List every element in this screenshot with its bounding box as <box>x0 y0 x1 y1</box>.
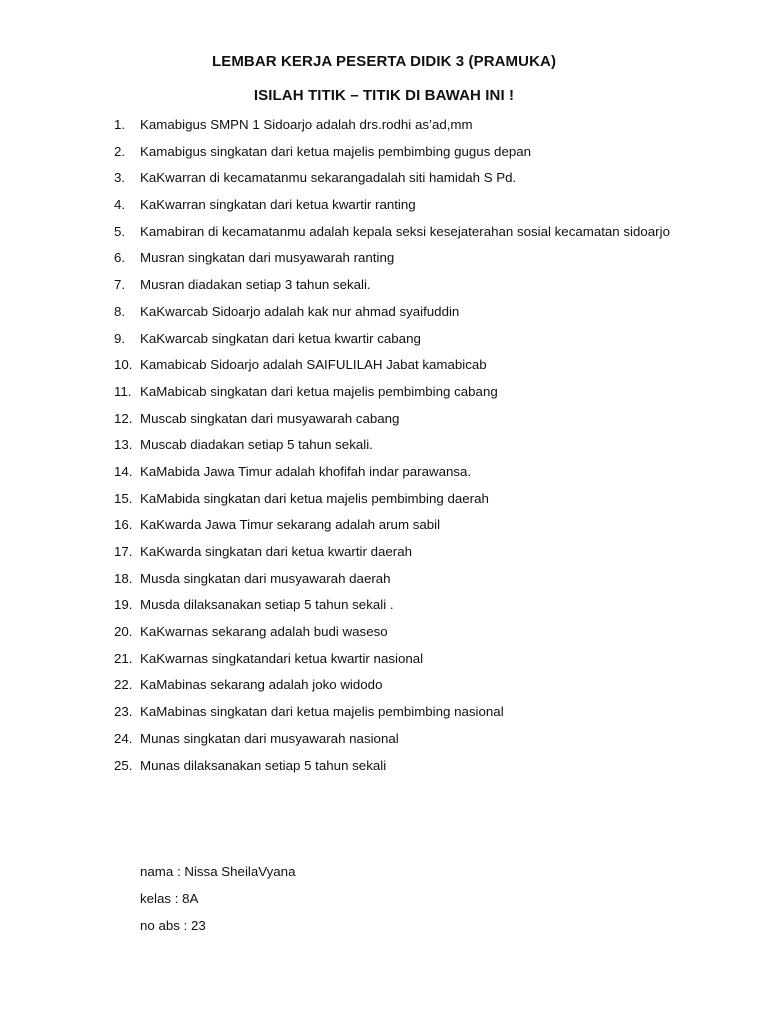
list-item <box>114 329 670 356</box>
list-item-number: 5. <box>114 223 126 239</box>
list-item-number: 24. <box>114 730 133 746</box>
list-item <box>114 595 670 622</box>
list-item-text: Muscab diadakan setiap 5 tahun sekali. <box>140 437 373 453</box>
list-item <box>114 115 670 142</box>
list-item-text: Musda dilaksanakan setiap 5 tahun sekali . <box>140 597 394 613</box>
list-item-number: 15. <box>114 490 133 506</box>
list-item-text: KaKwarda singkatan dari ketua kwartir daerah <box>140 544 412 559</box>
list-item <box>114 489 670 516</box>
list-item-number: 1. <box>114 117 126 132</box>
list-item-text: KaMabinas singkatan dari ketua majelis pembimbing nasional <box>140 704 504 720</box>
list-item-text: Kamabigus singkatan dari ketua majelis pembimbing gugus depan <box>140 143 532 159</box>
list-item <box>114 168 670 195</box>
list-item-text: KaKwarran singkatan dari ketua kwartir ranting <box>140 197 416 213</box>
list-item-number: 16. <box>114 517 133 533</box>
list-item-number: 13. <box>114 437 133 453</box>
list-item-number: 25. <box>114 757 133 773</box>
list-item <box>114 435 670 462</box>
list-item-number: 19. <box>114 597 133 613</box>
list-item-number: 11. <box>114 383 132 399</box>
list-item <box>114 382 670 409</box>
list-item-text: KaKwarcab Sidoarjo adalah kak nur ahmad syaifuddin <box>140 303 460 319</box>
list-item <box>114 702 670 729</box>
list-item <box>114 248 670 275</box>
list-item <box>114 142 670 169</box>
list-item-text: KaKwarran di kecamatanmu sekarangadalah siti hamidah S Pd. <box>140 170 517 186</box>
list-item <box>114 302 670 329</box>
list-item <box>114 675 670 702</box>
list-item-text: Kamabigus SMPN 1 Sidoarjo adalah drs.rodhi as’ad,mm <box>140 117 473 132</box>
list-item-number: 23. <box>114 704 133 720</box>
student-class: kelas : 8A <box>140 891 199 906</box>
list-item-text: Musran diadakan setiap 3 tahun sekali. <box>140 277 371 293</box>
student-absence-number: no abs : 23 <box>140 918 206 933</box>
list-item <box>114 569 670 596</box>
list-item-number: 12. <box>114 410 133 426</box>
list-item-text: KaMabinas sekarang adalah joko widodo <box>140 677 383 693</box>
list-item-number: 9. <box>114 330 126 346</box>
list-item-number: 6. <box>114 250 126 266</box>
list-item-number: 3. <box>114 170 126 186</box>
list-item <box>114 622 670 649</box>
list-item-number: 14. <box>114 463 133 479</box>
list-item-number: 7. <box>114 277 126 293</box>
list-item-text: KaKwarcab singkatan dari ketua kwartir cabang <box>140 330 421 346</box>
list-item <box>114 729 670 756</box>
list-item-number: 20. <box>114 624 133 640</box>
list-item-text: KaMabida Jawa Timur adalah khofifah indar parawansa. <box>140 463 472 479</box>
list-item <box>114 409 670 436</box>
list-item-text: KaKwarnas sekarang adalah budi waseso <box>140 624 388 640</box>
list-item <box>114 275 670 302</box>
list-item-text: KaMabicab singkatan dari ketua majelis pembimbing cabang <box>140 383 498 399</box>
list-item <box>114 355 670 382</box>
list-item-text: KaKwarnas singkatandari ketua kwartir nasional <box>140 650 424 666</box>
list-item <box>114 462 670 489</box>
list-item-text: Muscab singkatan dari musyawarah cabang <box>140 410 400 426</box>
list-item-text: Kamabicab Sidoarjo adalah SAIFULILAH Jabat kamabicab <box>140 357 487 373</box>
list-item-text: Munas dilaksanakan setiap 5 tahun sekali <box>140 757 387 773</box>
list-item-number: 17. <box>114 544 133 559</box>
list-item-text: Musran singkatan dari musyawarah ranting <box>140 250 395 266</box>
list-item <box>114 222 670 249</box>
worksheet-title: LEMBAR KERJA PESERTA DIDIK 3 (PRAMUKA) <box>211 53 557 70</box>
list-item <box>114 195 670 222</box>
list-item-text: Munas singkatan dari musyawarah nasional <box>140 730 399 746</box>
student-name: nama : Nissa SheilaVyana <box>140 864 296 879</box>
list-item-number: 2. <box>114 143 126 159</box>
list-item-number: 18. <box>114 570 133 586</box>
list-item-text: KaKwarda Jawa Timur sekarang adalah arum sabil <box>140 517 441 533</box>
worksheet-instruction: ISILAH TITIK – TITIK DI BAWAH INI ! <box>253 87 515 104</box>
list-item-text: Musda singkatan dari musyawarah daerah <box>140 570 391 586</box>
list-item-number: 4. <box>114 197 126 213</box>
list-item-number: 8. <box>114 303 126 319</box>
list-item-number: 10. <box>114 357 133 373</box>
list-item <box>114 649 670 676</box>
list-item <box>114 515 670 542</box>
list-item-text: Kamabiran di kecamatanmu adalah kepala seksi kesejaterahan sosial kecamatan sidoarjo <box>140 223 670 239</box>
list-item <box>114 542 670 569</box>
list-item <box>114 756 670 783</box>
list-item-number: 22. <box>114 677 133 693</box>
list-item-text: KaMabida singkatan dari ketua majelis pembimbing daerah <box>140 490 489 506</box>
list-item-number: 21. <box>114 650 133 666</box>
question-list <box>114 115 670 782</box>
